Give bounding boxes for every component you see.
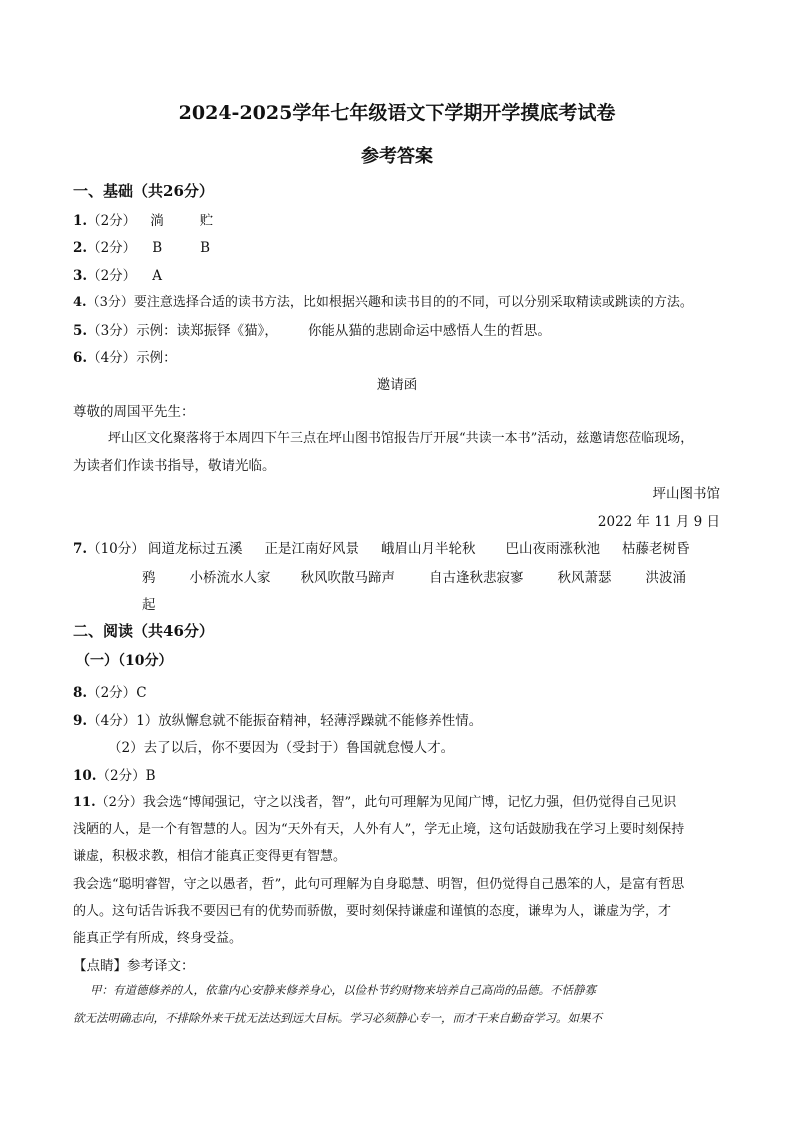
question-score: （3分） (86, 295, 134, 310)
question-score: （2分） (87, 240, 137, 256)
question-11-line-5: 的人。这句话告诉我不要因已有的优势而骄傲，要时刻保持谦虚和谨慎的态度，谦卑为人，谦虚为学，才 (73, 904, 672, 919)
question-score: （10分） (87, 541, 145, 557)
poem-line: 巴山夜雨涨秋池 (505, 541, 600, 557)
question-number: 4. (73, 295, 87, 310)
poem-line: 起 (142, 597, 156, 613)
question-number: 7. (73, 541, 88, 557)
answer-2: 贮 (199, 213, 214, 229)
letter-body-line-1: 坪山区文化聚落将于本周四下午三点在坪山图书馆报告厅开展“共读一本书”活动，兹邀请您莅临现场， (108, 431, 694, 446)
question-1 (73, 209, 213, 229)
poem-line: 鸦 (142, 570, 156, 586)
question-11-line-6: 能真正学有所成，终身受益。 (73, 931, 243, 946)
question-number: 8. (73, 685, 88, 701)
poem-line: 正是江南好风景 (264, 541, 359, 557)
answer-1: 示例：读郑振铎《猫》， (136, 323, 278, 339)
poem-line: 秋风萧瑟 (557, 570, 612, 586)
poem-line: 小桥流水人家 (189, 570, 271, 586)
question-number: 2. (73, 240, 88, 256)
section-basics-heading: 一、基础（共26分） (73, 182, 214, 200)
poem-line: 枯藤老树昏 (622, 541, 690, 557)
letter-sender: 坪山图书馆 (652, 486, 720, 502)
question-number: 11. (73, 795, 96, 810)
question-score: （4分） (87, 350, 137, 366)
question-6 (73, 346, 177, 366)
translation-line-2: 欲无法明确志向，不排除外来干扰无法达到远大目标。学习必须静心专一，而才干来自勤奋学习。如果不 (73, 1011, 602, 1025)
poem-line: 自古逢秋悲寂寥 (429, 570, 524, 586)
answer-1: 淌 (150, 213, 164, 229)
question-11-line-1 (73, 791, 676, 810)
answer-text: C (136, 685, 147, 701)
letter-body-line-2: 为读者们作读书指导，敬请光临。 (73, 458, 276, 474)
question-9-line-2: （2）去了以后，你不要因为（受封于）鲁国就怠慢人才。 (108, 740, 455, 756)
question-2 (73, 236, 210, 256)
answer-text: 示例： (136, 350, 177, 366)
answer-2: B (200, 240, 211, 256)
question-10 (73, 764, 156, 784)
question-number: 5. (73, 323, 88, 339)
poem-line: 峨眉山月半轮秋 (381, 541, 476, 557)
question-number: 6. (73, 350, 88, 366)
poem-line: 秋风吹散马蹄声 (300, 570, 395, 586)
question-score: （4分） (87, 713, 137, 729)
letter-greeting: 尊敬的周国平先生： (73, 404, 195, 420)
question-number: 1. (73, 213, 88, 229)
poem-line: 闾道龙标过五溪 (148, 541, 243, 557)
question-score: （2分） (87, 685, 137, 701)
letter-title: 邀请函 (376, 377, 418, 393)
letter-date: 2022 年 11 月 9 日 (597, 514, 720, 530)
section-reading-heading: 二、阅读（共46分） (73, 622, 214, 640)
question-7-row-1 (148, 537, 690, 557)
poem-line: 洪波涌 (645, 570, 686, 586)
answer-2: 你能从猫的悲剧命运中感悟人生的哲思。 (307, 323, 551, 339)
question-number: 10. (73, 768, 97, 784)
dianjing-heading: 【点睛】参考译文： (73, 958, 195, 974)
answer-line-1: 1）放纵懈怠就不能振奋精神，轻薄浮躁就不能修养性情。 (136, 713, 483, 729)
question-score: （2分） (96, 768, 146, 784)
question-4 (73, 291, 693, 310)
question-score: （2分） (87, 268, 137, 284)
question-score: （2分） (95, 795, 143, 810)
answer-text: 要注意选择合适的读书方法，比如根据兴趣和读书目的的不同，可以分别采取精读或跳读的方法。 (133, 295, 693, 310)
question-11-line-4: 我会选“聪明睿智，守之以愚者，哲”，此句可理解为自身聪慧、明智，但仍觉得自己愚笨的人，是富有哲思 (73, 877, 685, 892)
answer-text: 我会选“博闻强记，守之以浅者，智”，此句可理解为见闻广博，记忆力强，但仍觉得自己见识 (142, 795, 677, 810)
answer-text: B (145, 768, 156, 784)
question-score: （2分） (87, 213, 137, 229)
subsection-1-heading: （一）（10分） (76, 653, 173, 669)
answer-1: A (152, 268, 162, 284)
question-7-row-3 (142, 593, 156, 613)
question-number: 9. (73, 713, 88, 729)
translation-line-1: 甲：有道德修养的人，依靠内心安静来修养身心，以俭朴节约财物来培养自己高尚的品德。不恬静寡 (90, 983, 596, 997)
question-11-line-2: 浅陋的人，是一个有智慧的人。因为“天外有天，人外有人”，学无止境，这句话鼓励我在学习上要时刻保持 (73, 822, 685, 837)
question-number: 3. (73, 268, 88, 284)
question-9 (73, 709, 482, 729)
question-8 (73, 681, 147, 701)
question-11-line-3: 谦虚，积极求教，相信才能真正变得更有智慧。 (73, 849, 347, 864)
question-3 (73, 264, 162, 284)
question-7-row-2 (142, 566, 686, 586)
question-5 (73, 319, 551, 339)
page-subtitle: 参考答案 (361, 146, 433, 167)
question-score: （3分） (87, 323, 137, 339)
page-title: 2024-2025学年七年级语文下学期开学摸底考试卷 (178, 102, 616, 124)
question-7-header (73, 537, 145, 557)
answer-1: B (152, 240, 163, 256)
